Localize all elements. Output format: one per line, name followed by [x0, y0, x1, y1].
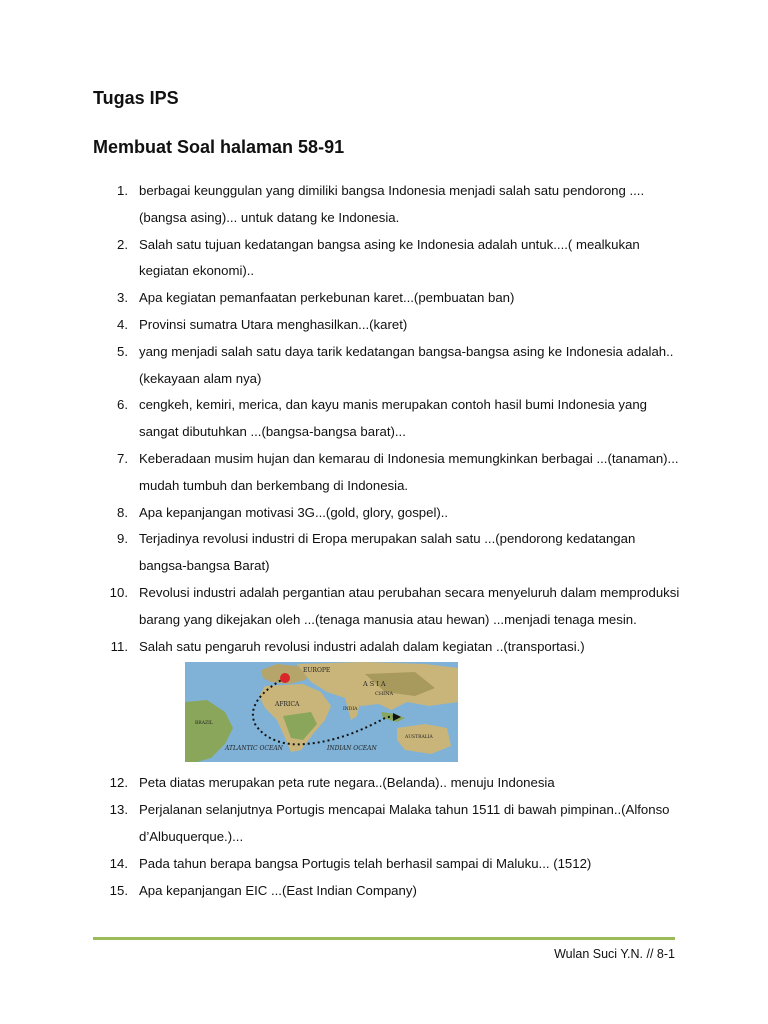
- list-item: [93, 178, 683, 232]
- item-text: Apa kepanjangan EIC ...(East Indian Company): [139, 882, 417, 898]
- item-text: Keberadaan musim hujan dan kemarau di Indonesia memungkinkan berbagai ...(tanaman)... mudah tumbuh dan berkembang di Indonesia.: [139, 450, 679, 493]
- list-item: [93, 285, 683, 312]
- item-text: Salah satu tujuan kedatangan bangsa asing ke Indonesia adalah untuk....( mealkukan kegiatan ekonomi)..: [139, 236, 640, 279]
- list-item: [93, 770, 683, 797]
- list-item: [93, 526, 683, 580]
- item-number: 3.: [117, 290, 128, 306]
- item-number: 5.: [117, 343, 128, 359]
- item-number: 9.: [117, 531, 128, 547]
- item-text: Revolusi industri adalah pergantian atau perubahan secara menyeluruh dalam memproduksi barang yang dikejakan oleh ...(tenaga manusia atau hewan) ...menjadi tenaga mesin.: [139, 584, 680, 627]
- item-number: 14.: [109, 855, 128, 871]
- item-text: cengkeh, kemiri, merica, dan kayu manis merupakan contoh hasil bumi Indonesia yang sangat dibutuhkan ...(bangsa-bangsa barat)...: [139, 397, 647, 440]
- map-label-asia: A S I A: [363, 680, 386, 689]
- item-text: Perjalanan selanjutnya Portugis mencapai Malaka tahun 1511 di bawah pimpinan..(Alfonso d’Albuquerque.)...: [139, 802, 670, 844]
- list-item: [93, 312, 683, 339]
- item-text: Pada tahun berapa bangsa Portugis telah berhasil sampai di Maluku... (1512): [139, 855, 592, 871]
- list-item: [93, 500, 683, 527]
- item-number: 4.: [117, 316, 128, 332]
- item-number: 7.: [117, 450, 128, 466]
- map-label-brazil: BRAZIL: [195, 721, 213, 727]
- route-map-svg: [185, 662, 458, 762]
- map-label-africa: AFRICA: [275, 701, 300, 709]
- item-number: 13.: [109, 802, 128, 818]
- list-item: [93, 446, 683, 500]
- map-label-australia: AUSTRALIA: [405, 735, 433, 741]
- list-item: [93, 232, 683, 286]
- list-item: [93, 339, 683, 393]
- map-label-china: CHINA: [375, 691, 394, 698]
- question-list: [93, 178, 683, 904]
- footer-divider: [93, 937, 675, 940]
- list-item: [93, 580, 683, 634]
- item-text: Apa kegiatan pemanfaatan perkebunan karet...(pembuatan ban): [139, 290, 515, 306]
- item-text: yang menjadi salah satu daya tarik kedatangan bangsa-bangsa asing ke Indonesia adalah.. (kekayaan alam nya): [139, 343, 674, 386]
- item-text: Apa kepanjangan motivasi 3G...(gold, glory, gospel)..: [139, 504, 449, 520]
- item-text: Peta diatas merupakan peta rute negara..(Belanda).. menuju Indonesia: [139, 775, 555, 791]
- item-text: Provinsi sumatra Utara menghasilkan...(karet): [139, 316, 408, 332]
- list-item: [93, 634, 683, 763]
- map-label-india: INDIA: [343, 707, 358, 713]
- item-number: 11.: [110, 638, 128, 654]
- map-label-europe: EUROPE: [303, 667, 331, 675]
- item-text: berbagai keunggulan yang dimiliki bangsa Indonesia menjadi salah satu pendorong ....(bangsa asing)... untuk datang ke Indonesia.: [139, 183, 645, 225]
- item-number: 12.: [109, 775, 128, 791]
- item-number: 1.: [117, 183, 128, 198]
- item-number: 2.: [117, 236, 128, 252]
- item-number: 8.: [117, 504, 128, 520]
- page-title: Tugas IPS: [93, 88, 179, 108]
- map-label-indian: INDIAN OCEAN: [327, 745, 377, 753]
- item-text: Salah satu pengaruh revolusi industri adalah dalam kegiatan ..(transportasi.): [139, 638, 585, 654]
- origin-marker: [280, 673, 290, 683]
- list-item: [93, 878, 683, 905]
- list-item: [93, 392, 683, 446]
- footer-author: Wulan Suci Y.N. // 8-1: [554, 947, 675, 961]
- item-number: 10.: [109, 584, 128, 600]
- map-label-atlantic: ATLANTIC OCEAN: [225, 745, 283, 753]
- list-item: [93, 797, 683, 851]
- item-number: 15.: [109, 882, 128, 898]
- list-item: [93, 851, 683, 878]
- item-number: 6.: [117, 397, 128, 413]
- route-map-image: [185, 662, 458, 762]
- item-text: Terjadinya revolusi industri di Eropa merupakan salah satu ...(pendorong kedatangan bangsa-bangsa Barat): [139, 531, 636, 574]
- page-subtitle: Membuat Soal halaman 58-91: [93, 137, 345, 157]
